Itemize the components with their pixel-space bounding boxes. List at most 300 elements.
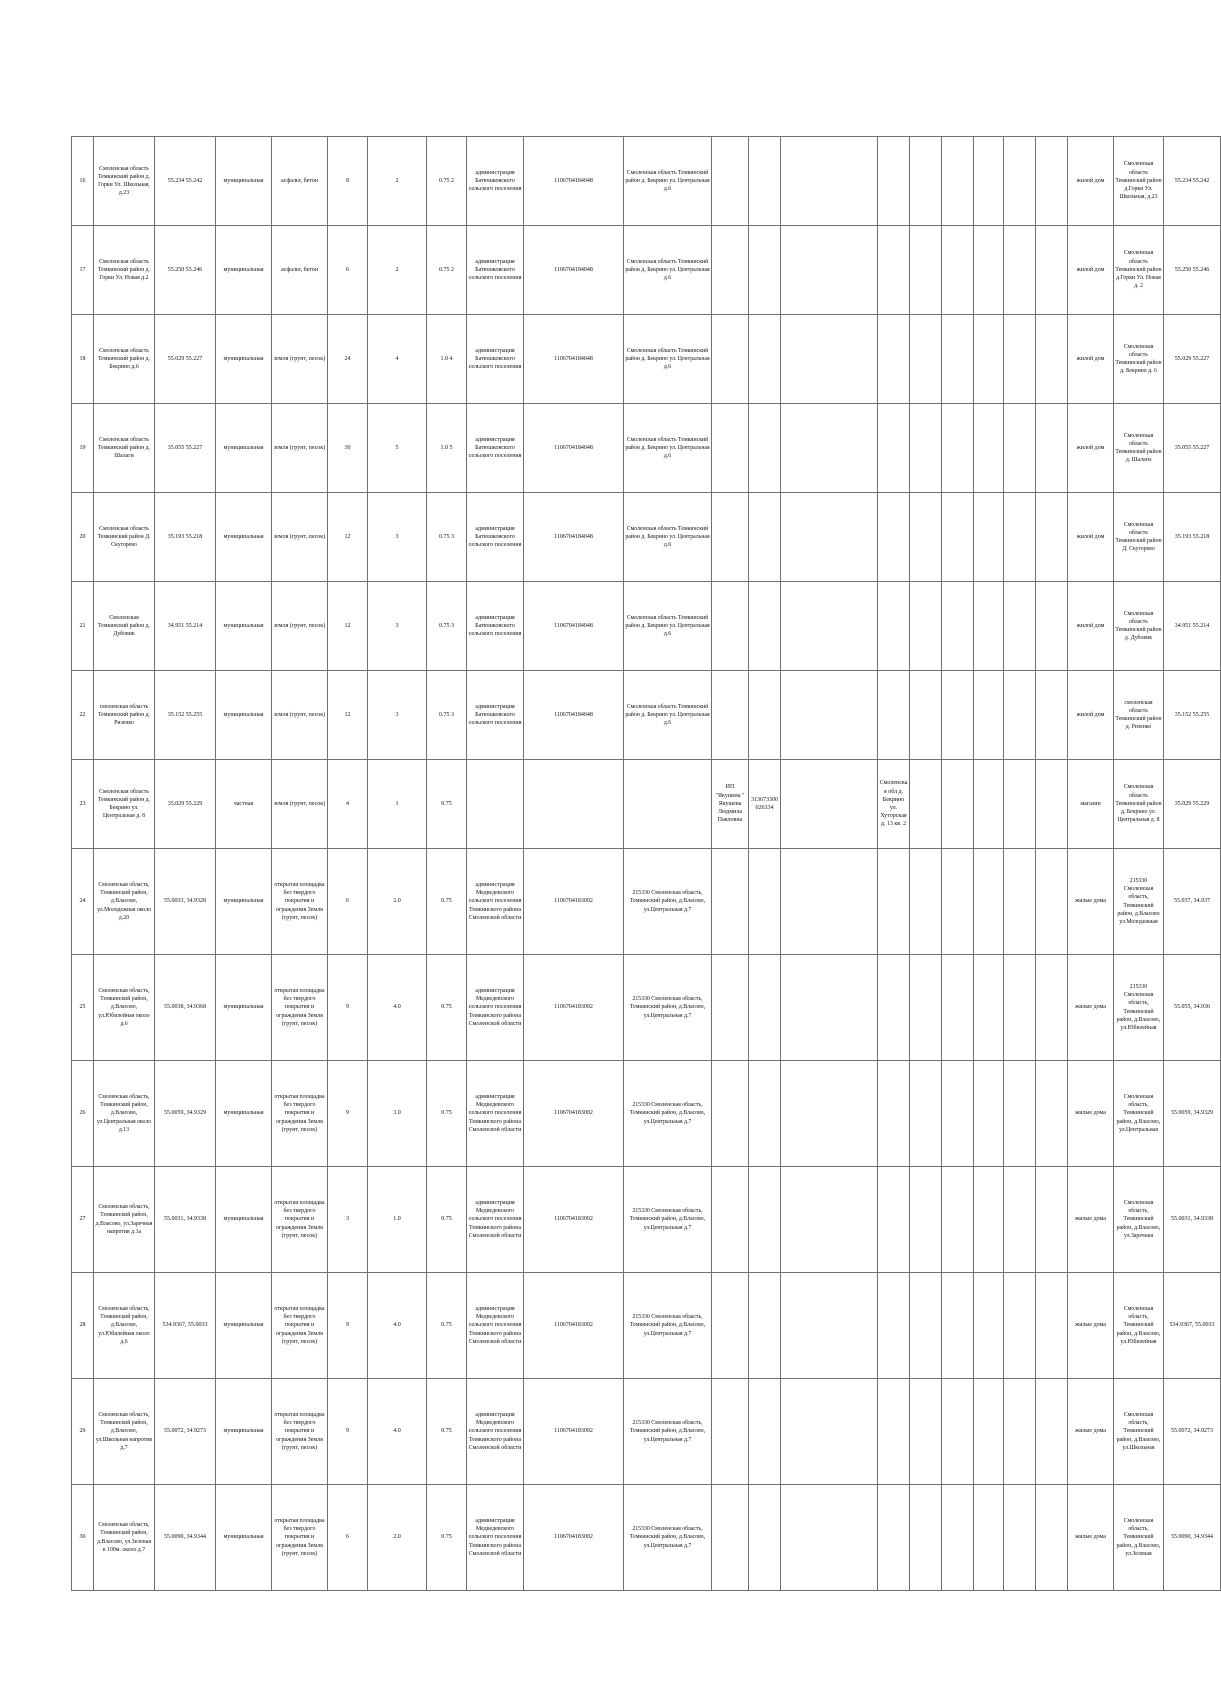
cell-area: 6	[328, 849, 368, 955]
cell-no: 30	[72, 1485, 94, 1591]
empty-cell	[1036, 849, 1068, 955]
cell-volume: 0.75	[427, 1379, 467, 1485]
cell-object-address: Смоленская область, Темкинский район, д.Власово, ул.Школьная	[1114, 1379, 1164, 1485]
cell-c16	[878, 582, 910, 671]
cell-c18	[942, 404, 974, 493]
cell-address: Смоленская область, Темкинский район, д.Власово, ул.Юбилейная около д.6	[94, 955, 155, 1061]
cell-containers: 1.0	[368, 1167, 427, 1273]
cell-address: Смоленская область Темкинский район д. Бекрино д.6	[94, 315, 155, 404]
empty-cell	[1036, 404, 1068, 493]
cell-c15	[781, 760, 878, 849]
cell-c15	[781, 137, 878, 226]
cell-no: 25	[72, 955, 94, 1061]
cell-owner	[467, 760, 524, 849]
cell-c17	[910, 671, 942, 760]
cell-c15	[781, 1061, 878, 1167]
cell-coords: 55.0090, 34.9344	[155, 1485, 216, 1591]
cell-surface: земля (грунт, песок)	[272, 493, 328, 582]
table-row	[72, 315, 1221, 404]
cell-ownership: муниципальная	[216, 1061, 272, 1167]
cell-object-coords: 55.234 55.242	[1164, 137, 1221, 226]
cell-c15	[781, 671, 878, 760]
cell-ownership: муниципальная	[216, 1273, 272, 1379]
cell-containers: 4	[368, 315, 427, 404]
cell-surface: открытая площадка без твердого покрытия и ограждения Земля (грунт, песок)	[272, 1379, 328, 1485]
table-row	[72, 955, 1221, 1061]
cell-owner: администрация Батюшковского сельского поселения	[467, 226, 524, 315]
cell-c19	[974, 760, 1004, 849]
cell-c20	[1004, 493, 1036, 582]
cell-owner-address: Смоленская область Темкинский район д. Бекрино ул. Центральная д.6	[624, 671, 712, 760]
cell-no: 23	[72, 760, 94, 849]
cell-c13	[712, 671, 749, 760]
cell-c14	[749, 582, 781, 671]
cell-volume: 0.75 3	[427, 582, 467, 671]
cell-containers: 4.0	[368, 955, 427, 1061]
cell-no: 18	[72, 315, 94, 404]
cell-c20	[1004, 226, 1036, 315]
cell-c15	[781, 1167, 878, 1273]
cell-volume: 1.0 5	[427, 404, 467, 493]
cell-c18	[942, 137, 974, 226]
cell-c20	[1004, 1379, 1036, 1485]
cell-object-address: Смоленская область Темкинский район д.Горки Ул. Новая д. 2	[1114, 226, 1164, 315]
cell-surface: открытая площадка без твердого покрытия и ограждения Земля (грунт, песок)	[272, 1167, 328, 1273]
cell-c13	[712, 137, 749, 226]
cell-area: 4	[328, 760, 368, 849]
cell-volume: 0.75	[427, 955, 467, 1061]
cell-c14	[749, 1273, 781, 1379]
cell-no: 19	[72, 404, 94, 493]
cell-c14	[749, 1379, 781, 1485]
cell-address: Смоленская область Темкинский район д. Бекрино ул. Центральная д. 8	[94, 760, 155, 849]
cell-c17	[910, 493, 942, 582]
cell-containers: 4.0	[368, 1273, 427, 1379]
cell-containers: 3	[368, 493, 427, 582]
cell-ownership: муниципальная	[216, 226, 272, 315]
cell-owner: администрация Медведевского сельского поселения Темкинского района Смоленской области	[467, 1273, 524, 1379]
cell-object-address: Смоленская область Темкинский район д. Бекрино ул. Центральная д. 8	[1114, 760, 1164, 849]
cell-c17	[910, 760, 942, 849]
cell-surface: открытая площадка без твердого покрытия и ограждения Земля (грунт, песок)	[272, 1485, 328, 1591]
cell-surface: открытая площадка без твердого покрытия и ограждения Земля (грунт, песок)	[272, 1061, 328, 1167]
cell-area: 30	[328, 404, 368, 493]
cell-c17	[910, 404, 942, 493]
cell-c19	[974, 1485, 1004, 1591]
cell-owner-address: Смоленская область Темкинский район д. Бекрино ул. Центральная д.6	[624, 493, 712, 582]
cell-c20	[1004, 1167, 1036, 1273]
cell-c14	[749, 671, 781, 760]
cell-c14	[749, 1061, 781, 1167]
cell-object-address: 215330 Смоленская область, Темкинский район, д.Власово, ул.Юбилейная	[1114, 955, 1164, 1061]
cell-c17	[910, 315, 942, 404]
cell-source: жилые дома	[1068, 1167, 1114, 1273]
cell-volume: 0.75	[427, 760, 467, 849]
cell-ownership: муниципальная	[216, 315, 272, 404]
cell-ogrn: 1106704184048	[524, 226, 624, 315]
cell-address: Смоленская область, Темкинский район, д.Власово, ул.Зеленая в 100м. около д.7	[94, 1485, 155, 1591]
cell-object-address: Смоленская область Темкинский район д. Бекрино д. 6	[1114, 315, 1164, 404]
cell-address: Смоленская область, Темкинский район, д.Власово, ул.Центральная около д.13	[94, 1061, 155, 1167]
cell-ogrn: 1106704184048	[524, 137, 624, 226]
cell-owner: администрация Батюшковского сельского поселения	[467, 404, 524, 493]
cell-c19	[974, 404, 1004, 493]
cell-ownership: муниципальная	[216, 849, 272, 955]
cell-object-address: Смоленская область Темкинский район д. Шалаги	[1114, 404, 1164, 493]
cell-ogrn: 1106704183002	[524, 955, 624, 1061]
cell-coords: 55.0031, 34.9338	[155, 1167, 216, 1273]
cell-c13	[712, 1379, 749, 1485]
empty-cell	[1036, 1485, 1068, 1591]
cell-c14	[749, 849, 781, 955]
cell-object-coords: 55.0031, 34.9338	[1164, 1167, 1221, 1273]
cell-ownership: муниципальная	[216, 404, 272, 493]
empty-cell	[1036, 137, 1068, 226]
cell-c14: 313673300026334	[749, 760, 781, 849]
cell-c13	[712, 955, 749, 1061]
cell-c14	[749, 226, 781, 315]
cell-c20	[1004, 671, 1036, 760]
cell-surface: асфальт, бетон	[272, 137, 328, 226]
cell-containers: 3	[368, 671, 427, 760]
cell-source: жилой дом	[1068, 582, 1114, 671]
cell-c17	[910, 1273, 942, 1379]
cell-address: Смоленская Темкинский район д. Дубовик	[94, 582, 155, 671]
cell-c20	[1004, 849, 1036, 955]
cell-c20	[1004, 404, 1036, 493]
cell-area: 9	[328, 1061, 368, 1167]
cell-address: Смоленская область, Темкинский район, д.Власово, ул.Юбилейная около д.6	[94, 1273, 155, 1379]
table-row	[72, 137, 1221, 226]
cell-c16	[878, 955, 910, 1061]
cell-c16	[878, 137, 910, 226]
cell-volume: 0.75 2	[427, 226, 467, 315]
cell-ogrn: 1106704184048	[524, 493, 624, 582]
cell-object-coords: 55.250 55.246	[1164, 226, 1221, 315]
cell-volume: 0.75	[427, 849, 467, 955]
cell-c16	[878, 849, 910, 955]
cell-c19	[974, 315, 1004, 404]
cell-c17	[910, 849, 942, 955]
cell-ogrn: 1106704183002	[524, 1273, 624, 1379]
cell-owner-address: 215330 Смоленская область, Темкинский район, д.Власово, ул.Центральная д.7	[624, 1379, 712, 1485]
cell-c18	[942, 671, 974, 760]
cell-c16	[878, 226, 910, 315]
cell-volume: 0.75	[427, 1485, 467, 1591]
empty-cell	[1036, 582, 1068, 671]
cell-owner-address: 215330 Смоленская область, Темкинский район, д.Власово, ул.Центральная д.7	[624, 1485, 712, 1591]
cell-owner-address: 215330 Смоленская область, Темкинский район, д.Власово, ул.Центральная д.7	[624, 955, 712, 1061]
cell-owner-address: 215330 Смоленская область, Темкинский район, д.Власово, ул.Центральная д.7	[624, 849, 712, 955]
cell-source: жилые дома	[1068, 1273, 1114, 1379]
cell-surface: открытая площадка без твердого покрытия и ограждения Земля (грунт, песок)	[272, 955, 328, 1061]
cell-object-coords: 35.055 55.227	[1164, 404, 1221, 493]
table-row	[72, 1379, 1221, 1485]
cell-coords: 55.250 55.246	[155, 226, 216, 315]
empty-cell	[1036, 1061, 1068, 1167]
cell-c20	[1004, 315, 1036, 404]
cell-c19	[974, 1379, 1004, 1485]
cell-c13	[712, 315, 749, 404]
cell-ogrn: 1106704183002	[524, 849, 624, 955]
cell-c13	[712, 849, 749, 955]
cell-area: 12	[328, 671, 368, 760]
cell-owner-address: 215330 Смоленская область, Темкинский район, д.Власово, ул.Центральная д.7	[624, 1273, 712, 1379]
cell-c20	[1004, 760, 1036, 849]
empty-cell	[1036, 760, 1068, 849]
cell-containers: 2.0	[368, 1485, 427, 1591]
cell-c13	[712, 1273, 749, 1379]
cell-object-address: Смоленская область Темкинский район д.Горки Ул. Школьная, д.23	[1114, 137, 1164, 226]
cell-surface: земля (грунт, песок)	[272, 671, 328, 760]
cell-owner: администрация Батюшковского сельского поселения	[467, 493, 524, 582]
cell-area: 9	[328, 1379, 368, 1485]
cell-no: 20	[72, 493, 94, 582]
cell-containers: 5	[368, 404, 427, 493]
cell-c15	[781, 493, 878, 582]
table-row	[72, 1485, 1221, 1591]
cell-c13	[712, 404, 749, 493]
cell-area: 6	[328, 1485, 368, 1591]
cell-c18	[942, 849, 974, 955]
cell-owner: администрация Медведевского сельского поселения Темкинского района Смоленской области	[467, 1167, 524, 1273]
cell-containers: 3.0	[368, 1061, 427, 1167]
cell-c19	[974, 1167, 1004, 1273]
cell-area: 12	[328, 582, 368, 671]
cell-c14	[749, 315, 781, 404]
cell-no: 21	[72, 582, 94, 671]
cell-no: 28	[72, 1273, 94, 1379]
cell-volume: 0.75	[427, 1061, 467, 1167]
cell-object-address: Смоленская область, Темкинский район, д.Власово, ул.Юбилейная	[1114, 1273, 1164, 1379]
cell-c14	[749, 955, 781, 1061]
cell-ownership: частная	[216, 760, 272, 849]
cell-owner-address: Смоленская область Темкинский район д. Бекрино ул. Центральная д.6	[624, 315, 712, 404]
cell-c15	[781, 582, 878, 671]
cell-c13	[712, 493, 749, 582]
cell-c20	[1004, 1273, 1036, 1379]
cell-containers: 4.0	[368, 1379, 427, 1485]
cell-ownership: муниципальная	[216, 1167, 272, 1273]
cell-c16	[878, 1379, 910, 1485]
cell-surface: земля (грунт, песок)	[272, 760, 328, 849]
cell-c18	[942, 1061, 974, 1167]
cell-volume: 0.75	[427, 1273, 467, 1379]
cell-c15	[781, 226, 878, 315]
cell-c13: ИП "Якушева " Якушева Людмила Павловна	[712, 760, 749, 849]
cell-c13	[712, 1485, 749, 1591]
cell-c13	[712, 1061, 749, 1167]
cell-address: Смоленская область Темкинский район д. Горки Ул. Новая д.2	[94, 226, 155, 315]
cell-source: жилые дома	[1068, 955, 1114, 1061]
cell-c18	[942, 493, 974, 582]
cell-c19	[974, 137, 1004, 226]
cell-no: 27	[72, 1167, 94, 1273]
cell-owner-address: Смоленская область Темкинский район д. Бекрино ул. Центральная д.6	[624, 226, 712, 315]
cell-coords: 35.055 55.227	[155, 404, 216, 493]
cell-coords: 55.0072, 34.9273	[155, 1379, 216, 1485]
cell-no: 24	[72, 849, 94, 955]
cell-ownership: муниципальная	[216, 955, 272, 1061]
cell-c20	[1004, 1061, 1036, 1167]
cell-source: жилые дома	[1068, 849, 1114, 955]
cell-owner: администрация Батюшковского сельского поселения	[467, 582, 524, 671]
cell-no: 16	[72, 137, 94, 226]
cell-c19	[974, 849, 1004, 955]
cell-ownership: муниципальная	[216, 493, 272, 582]
cell-c19	[974, 955, 1004, 1061]
cell-object-address: Смоленская область, Темкинский район, д.Власово, ул.Заречная	[1114, 1167, 1164, 1273]
cell-address: Смоленская область Темкинский район д. Шалаги	[94, 404, 155, 493]
cell-area: 3	[328, 1167, 368, 1273]
cell-address: Смоленская область, Темкинский район, д.Власово, ул.Заречная напротив д.1а	[94, 1167, 155, 1273]
empty-cell	[1036, 955, 1068, 1061]
empty-cell	[1036, 1379, 1068, 1485]
cell-surface: земля (грунт, песок)	[272, 582, 328, 671]
cell-c16	[878, 1167, 910, 1273]
cell-c16: Смоленская обл д. Бекрино ул. Хуторская д. 13 кв. 2	[878, 760, 910, 849]
registry-table	[71, 136, 1221, 1591]
cell-owner: администрация Батюшковского сельского поселения	[467, 137, 524, 226]
cell-coords: 55.234 55.242	[155, 137, 216, 226]
table-row	[72, 1273, 1221, 1379]
cell-surface: земля (грунт, песок)	[272, 315, 328, 404]
cell-c16	[878, 671, 910, 760]
cell-coords: 534.9367, 55.0033	[155, 1273, 216, 1379]
cell-coords: 55.0059, 34.9329	[155, 1061, 216, 1167]
cell-source: жилые дома	[1068, 1061, 1114, 1167]
cell-c19	[974, 582, 1004, 671]
cell-ogrn: 1106704183002	[524, 1167, 624, 1273]
cell-object-coords: 35.193 55.218	[1164, 493, 1221, 582]
cell-source: жилые дома	[1068, 1485, 1114, 1591]
cell-c18	[942, 955, 974, 1061]
cell-c16	[878, 493, 910, 582]
cell-area: 24	[328, 315, 368, 404]
cell-ogrn: 1106704184048	[524, 582, 624, 671]
empty-cell	[1036, 1273, 1068, 1379]
cell-source: жилой дом	[1068, 137, 1114, 226]
cell-surface: земля (грунт, песок)	[272, 404, 328, 493]
cell-address: смоленская область Темкинский район д. Ризенко	[94, 671, 155, 760]
table-row	[72, 1061, 1221, 1167]
cell-address: Смоленская область, Темкинский район, д.Власово, ул.Молодежная около д.20	[94, 849, 155, 955]
cell-c16	[878, 1485, 910, 1591]
empty-cell	[1036, 1167, 1068, 1273]
cell-c19	[974, 1273, 1004, 1379]
cell-object-coords: 55.029 55.227	[1164, 315, 1221, 404]
table-row	[72, 760, 1221, 849]
cell-c14	[749, 493, 781, 582]
cell-surface: открытая площадка без твердого покрытия и ограждения Земля (грунт, песок)	[272, 1273, 328, 1379]
cell-object-coords: 35.152 55.255	[1164, 671, 1221, 760]
cell-containers: 1	[368, 760, 427, 849]
cell-c13	[712, 226, 749, 315]
cell-area: 9	[328, 955, 368, 1061]
cell-ogrn	[524, 760, 624, 849]
cell-object-coords: 34.951 55.214	[1164, 582, 1221, 671]
cell-owner-address: Смоленская область Темкинский район д. Бекрино ул. Центральная д.6	[624, 404, 712, 493]
cell-containers: 2	[368, 137, 427, 226]
cell-c18	[942, 315, 974, 404]
cell-owner-address: Смоленская область Темкинский район д. Бекрино ул. Центральная д.6	[624, 137, 712, 226]
cell-object-coords: 534.9367, 55.0033	[1164, 1273, 1221, 1379]
cell-object-address: Смоленская область Темкинский район д. Дубовик	[1114, 582, 1164, 671]
cell-ownership: муниципальная	[216, 1485, 272, 1591]
cell-volume: 0.75	[427, 1167, 467, 1273]
cell-c19	[974, 493, 1004, 582]
table-row	[72, 226, 1221, 315]
cell-ownership: муниципальная	[216, 1379, 272, 1485]
cell-volume: 0.75 3	[427, 671, 467, 760]
cell-no: 17	[72, 226, 94, 315]
cell-ownership: муниципальная	[216, 582, 272, 671]
cell-source: жилой дом	[1068, 493, 1114, 582]
cell-ogrn: 1106704184048	[524, 404, 624, 493]
cell-c16	[878, 1273, 910, 1379]
cell-owner: администрация Медведевского сельского поселения Темкинского района Смоленской области	[467, 955, 524, 1061]
cell-ogrn: 1106704183002	[524, 1379, 624, 1485]
cell-source: жилой дом	[1068, 671, 1114, 760]
empty-cell	[1036, 671, 1068, 760]
cell-no: 26	[72, 1061, 94, 1167]
empty-cell	[1036, 493, 1068, 582]
empty-cell	[1036, 226, 1068, 315]
cell-object-coords: 35.029 55.229	[1164, 760, 1221, 849]
table-row	[72, 582, 1221, 671]
cell-area: 6	[328, 226, 368, 315]
cell-object-address: смоленская область Темкинский район д. Ризенко	[1114, 671, 1164, 760]
table-row	[72, 404, 1221, 493]
cell-object-coords: 55.0059, 34.9329	[1164, 1061, 1221, 1167]
cell-c15	[781, 849, 878, 955]
cell-object-address: Смоленская область, Темкинский район, д.Власово, ул.Центральная	[1114, 1061, 1164, 1167]
cell-address: Смоленская область Темкинский район д. Горки Ул. Школьная, д.23	[94, 137, 155, 226]
cell-c19	[974, 1061, 1004, 1167]
cell-owner: администрация Батюшковского сельского поселения	[467, 671, 524, 760]
cell-owner: администрация Батюшковского сельского поселения	[467, 315, 524, 404]
cell-containers: 3	[368, 582, 427, 671]
cell-object-coords: 55.0090, 34.9344	[1164, 1485, 1221, 1591]
cell-owner-address: 215330 Смоленская область, Темкинский район, д.Власово, ул.Центральная д.7	[624, 1167, 712, 1273]
cell-c13	[712, 1167, 749, 1273]
cell-object-address: Смоленская область, Темкинский район, д.Власово, ул.Зеленая	[1114, 1485, 1164, 1591]
cell-address: Смоленская область, Темкинский район, д.Власово, ул.Школьная напротив д.7	[94, 1379, 155, 1485]
cell-owner-address: Смоленская область Темкинский район д. Бекрино ул. Центральная д.6	[624, 582, 712, 671]
cell-ogrn: 1106704183002	[524, 1061, 624, 1167]
cell-surface: открытая площадка без твердого покрытия и ограждения Земля (грунт, песок)	[272, 849, 328, 955]
cell-object-address: Смоленская область Темкинский район Д. Скугорево	[1114, 493, 1164, 582]
cell-source: жилой дом	[1068, 404, 1114, 493]
cell-c17	[910, 582, 942, 671]
cell-c17	[910, 1061, 942, 1167]
cell-containers: 2.0	[368, 849, 427, 955]
cell-c18	[942, 1379, 974, 1485]
cell-coords: 35.193 55.218	[155, 493, 216, 582]
cell-coords: 34.951 55.214	[155, 582, 216, 671]
cell-surface: асфальт, бетон	[272, 226, 328, 315]
cell-c16	[878, 315, 910, 404]
cell-c17	[910, 1379, 942, 1485]
cell-c13	[712, 582, 749, 671]
cell-c14	[749, 137, 781, 226]
empty-cell	[1036, 315, 1068, 404]
cell-address: Смоленская область Темкинский район Д. Скугорево	[94, 493, 155, 582]
cell-c20	[1004, 955, 1036, 1061]
table-row	[72, 493, 1221, 582]
cell-coords: 55.0033, 34.9328	[155, 849, 216, 955]
cell-c15	[781, 1379, 878, 1485]
